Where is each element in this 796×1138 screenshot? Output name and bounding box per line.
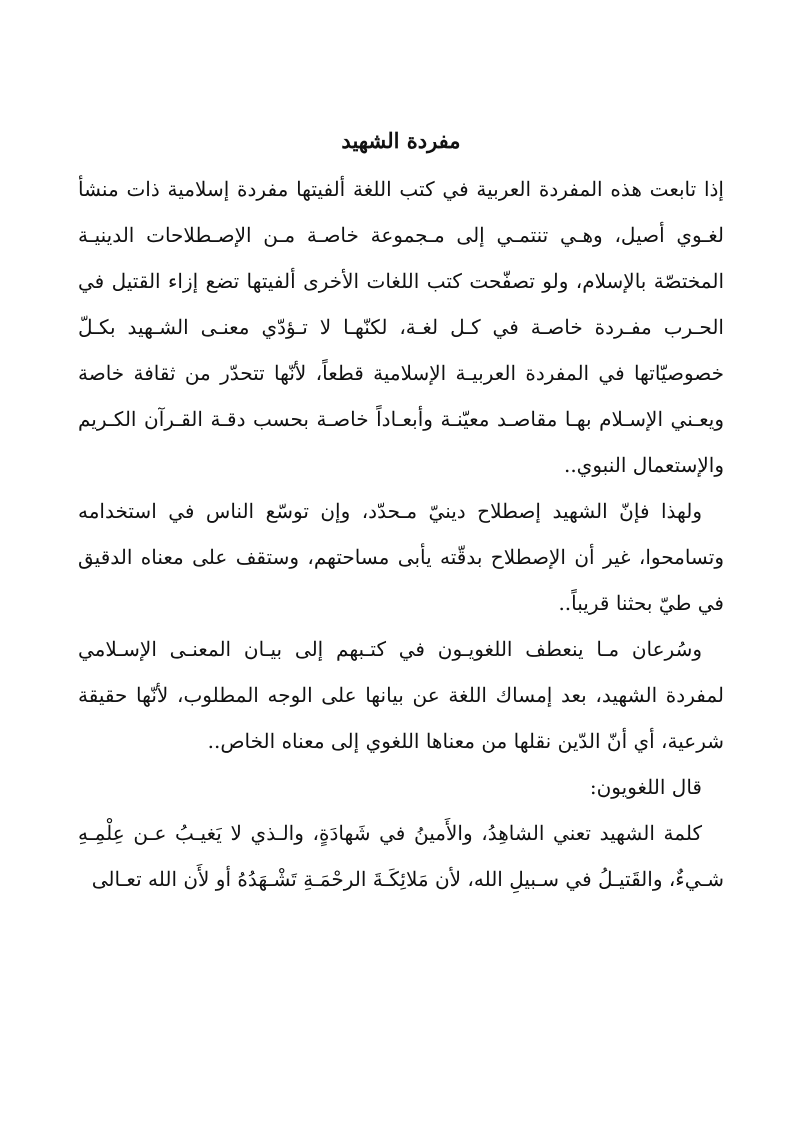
paragraph-3: وسُرعان مـا ينعطف اللغويـون في كتـبهم إلى بيـان المعنـى الإسـلامي لمفردة الشهيد، بعد إمساك اللغة عن بيانها على الوجه المطلوب، لأنّها حقيقة شرعية، أي أنّ الدّين نقلها من معناها اللغوي إلى معناه الخاص.. <box>78 637 724 753</box>
paragraph-2: ولهذا فإنّ الشهيد إصطلاح دينيّ مـحدّد، وإن توسّع الناس في استخدامه وتسامحوا، غير أن الإصطلاح بدقّته يأبى مساحتهم، وستقف على معناه الدقيق في طيّ بحثنا قريباً.. <box>78 499 724 615</box>
page-title: مفردة الشهيد <box>341 128 461 153</box>
document-page <box>78 118 724 902</box>
paragraph-1: إذا تابعت هذه المفردة العربية في كتب اللغة ألفيتها مفردة إسلامية ذات منشأ لغـوي أصيل، وهـي تنتمـي إلى مـجموعة خاصـة مـن الإصـطلاحات الدينيـة المختصّة بالإسلام، ولو تصفّحت كتب اللغات الأخرى ألفيتها تضع إزاء القتيل في الحـرب مفـردة خاصـة في كـل لغـة، لكنّهـا لا تـؤدّي معنـى الشـهيد بكـلّ خصوصيّاتها في المفردة العربيـة الإسلامية قطعاً، لأنّها تتحدّر من ثقافة خاصة ويعـني الإسـلام بهـا مقاصـد معيّنـة وأبعـاداً خاصـة بحسب دقـة القـرآن الكـريم والإستعمال النبوي.. <box>78 177 724 477</box>
paragraph-4: قال اللغويون: <box>589 775 702 799</box>
paragraph-5: كلمة الشهيد تعني الشاهِدُ، والأَمينُ في شَهادَةٍ، والـذي لا يَغيـبُ عـن عِلْمِـهِ شـيءٌ، والقَتيـلُ في سـبيلِ الله، لأن مَلائِكَـةَ الرحْمَـةِ تَشْـهَدُهُ أو لأَن الله تعـالى <box>78 821 724 891</box>
